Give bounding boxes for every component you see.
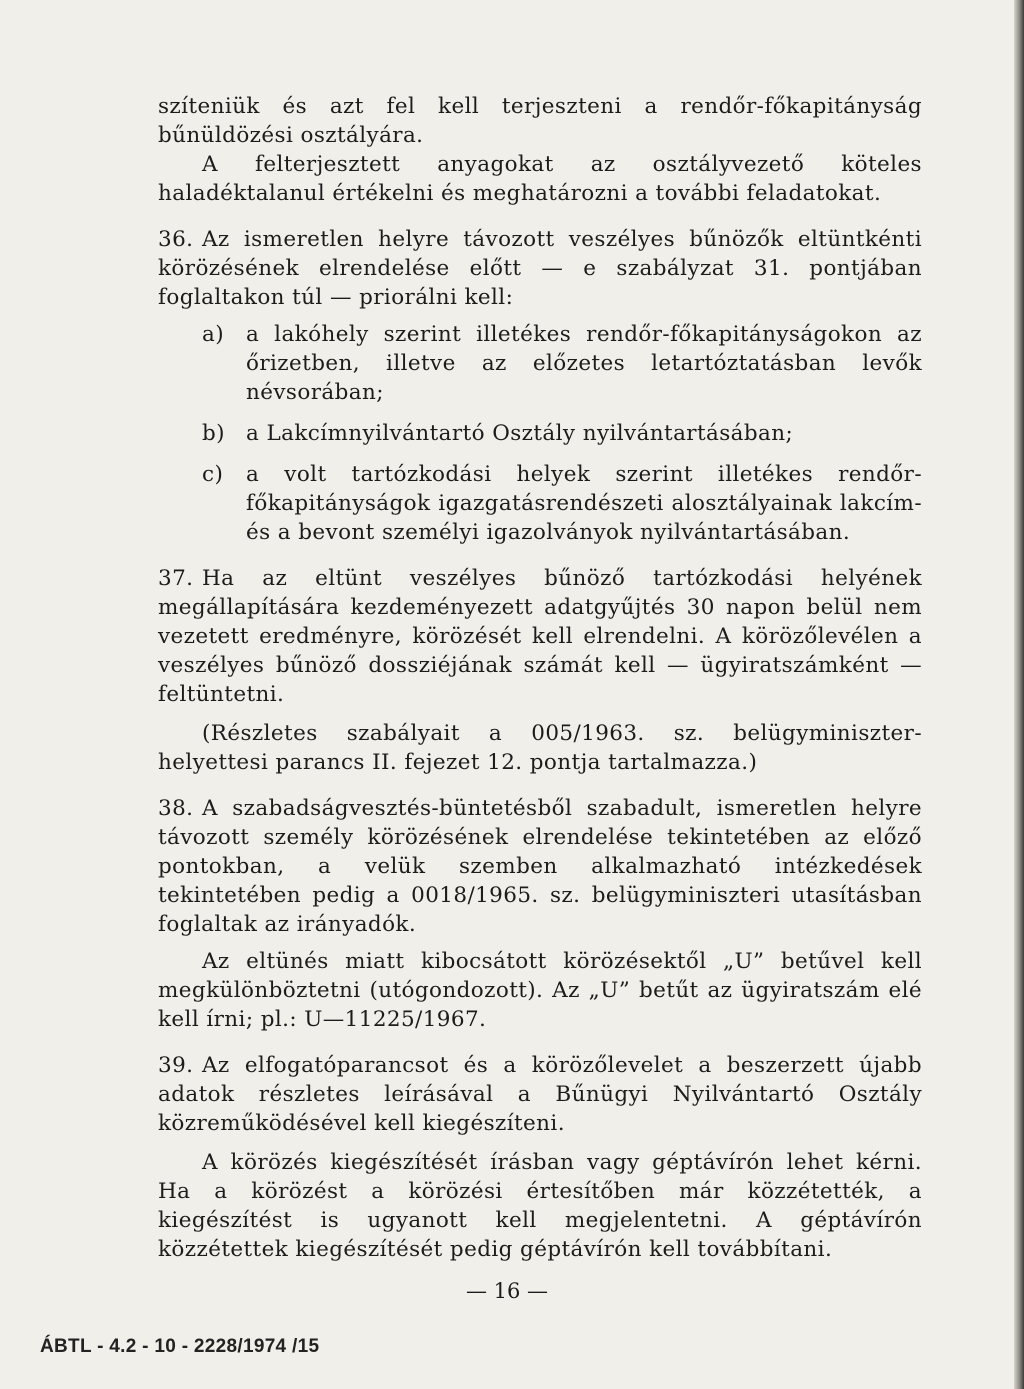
section-39-number: 39. — [158, 1053, 194, 1078]
section-39-text: Az elfogatóparancsot és a körözőlevelet a beszerzett újabb adatok részletes leírásával a Bűnügyi Nyilvántartó Osztály közreműködésével kell kiegészíteni. — [158, 1053, 922, 1136]
section-36-intro — [158, 225, 922, 312]
section-36-number: 36. — [158, 227, 194, 252]
list-text-c: a volt tartózkodási helyek szerint illetékes rendőr-főkapitányságok igazgatásrendészeti alosztályainak lakcím- és a bevont személyi igazolványok nyilvántartásában. — [246, 462, 922, 545]
section-38 — [158, 794, 922, 939]
section-38-extra: Az eltünés miatt kibocsátott körözésektől „U” betűvel kell megkülönböztetni (utógondozott). Az „U” betűt az ügyiratszám elé kell írni; pl.: U—11225/1967. — [158, 949, 922, 1032]
list-item-a — [158, 320, 922, 407]
section-37 — [158, 564, 922, 709]
section-39 — [158, 1051, 922, 1138]
list-item-c — [158, 460, 922, 547]
archive-reference: ÁBTL - 4.2 - 10 - 2228/1974 /15 — [40, 1336, 320, 1357]
list-text-b: a Lakcímnyilvántartó Osztály nyilvántartásában; — [246, 421, 794, 446]
page-binding-edge — [1014, 0, 1024, 1389]
continuation-paragraph: szíteniük és azt fel kell terjeszteni a rendőr-főkapitányság bűnüldözési osztályára. — [158, 94, 922, 148]
section-39-extra: A körözés kiegészítését írásban vagy géptávírón lehet kérni. Ha a körözést a körözési értesítőben már közzétették, a kiegészítést is ugyanott kell megjelentetni. A géptávírón közzétettek kiegészítését pedig géptávírón kell továbbítani. — [158, 1150, 922, 1262]
section-38-number: 38. — [158, 796, 194, 821]
section-37-text: Ha az eltünt veszélyes bűnöző tartózkodási helyének megállapítására kezdeményezett adatgyűjtés 30 napon belül nem vezetett eredményre, körözését kell elrendelni. A körözőlevélen a veszélyes bűnöző dossziéjának számát kell — ügyiratszámként — feltüntetni. — [158, 566, 922, 707]
section-37-note: (Részletes szabályait a 005/1963. sz. belügyminiszter-helyettesi parancs II. fejezet 12. pontja tartalmazza.) — [158, 721, 922, 775]
section-37-number: 37. — [158, 566, 194, 591]
continuation-paragraph-2: A felterjesztett anyagokat az osztályvezető köteles haladéktalanul értékelni és meghatározni a további feladatokat. — [158, 152, 922, 206]
list-label-b: b) — [202, 421, 225, 446]
list-item-b — [158, 419, 922, 448]
page-number: — 16 — — [465, 1279, 549, 1303]
list-text-a: a lakóhely szerint illetékes rendőr-főkapitányságokon az őrizetben, illetve az előzetes letartóztatásban levők névsorában; — [246, 322, 922, 405]
section-36-text: Az ismeretlen helyre távozott veszélyes bűnözők eltüntkénti körözésének elrendelése előtt — e szabályzat 31. pontjában foglaltakon túl — priorálni kell: — [158, 227, 922, 310]
document-body — [158, 92, 922, 1264]
list-label-a: a) — [202, 322, 225, 347]
list-label-c: c) — [202, 462, 224, 487]
section-38-text: A szabadságvesztés-büntetésből szabadult, ismeretlen helyre távozott személy körözésének elrendelése tekintetében az előző pontokban, a velük szemben alkalmazható intézkedések tekintetében pedig a 0018/1965. sz. belügyminiszteri utasításban foglaltak az irányadók. — [158, 796, 922, 937]
